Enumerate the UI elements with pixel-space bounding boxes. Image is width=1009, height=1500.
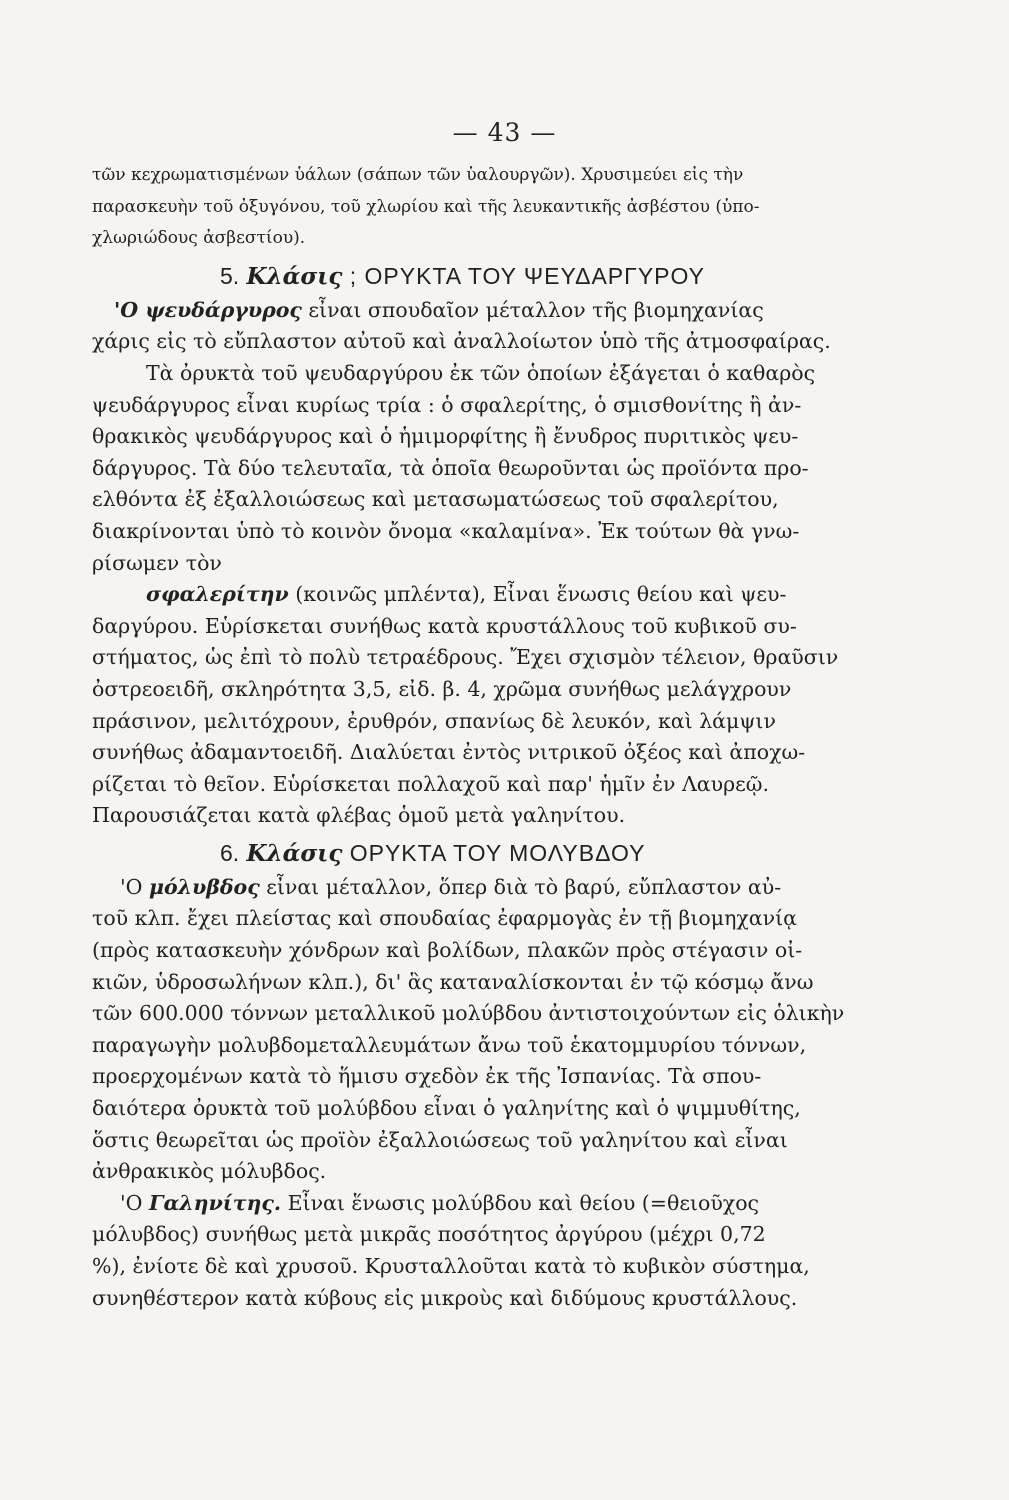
line-text: δαργύρου. Εὑρίσκεται συνήθως κατὰ κρυστάλλους τοῦ κυβικοῦ συ- [92,613,797,638]
text-line [92,548,882,580]
text-line [92,935,882,967]
text-line [92,1283,882,1315]
text-line [92,1156,882,1188]
text-line [92,1061,882,1093]
text-line [92,611,882,643]
line-text: στήματος, ὡς ἐπὶ τὸ πολὺ τετραέδρους. Ἔχει σχισμὸν τέλειον, θραῦσιν [92,645,839,670]
line-text: (πρὸς κατασκευὴν χόνδρων καὶ βολίδων, πλακῶν πρὸς στέγασιν οἰ- [92,938,803,963]
line-text: διακρίνονται ὑπὸ τὸ κοινὸν ὄνομα «καλαμίνα». Ἐκ τούτων θὰ γνω- [92,518,800,543]
text-line [92,642,882,674]
section-6-klasis: Κλάσις [246,839,343,867]
text-line [92,1219,882,1251]
line-text: συνηθέστερον κατὰ κύβους εἰς μικροὺς καὶ διδύμους κρυστάλλους. [92,1285,798,1310]
line-text: μόλυβδος) συνήθως μετὰ μικρᾶς ποσότητος ἀργύρου (μέχρι 0,72 [92,1222,766,1247]
line-text: τοῦ κλπ. ἔχει πλείστας καὶ σπουδαίας ἐφαρμογὰς ἐν τῇ βιομηχανίᾳ [92,906,797,931]
line-text: Τὰ ὀρυκτὰ τοῦ ψευδαργύρου ἐκ τῶν ὁποίων ἐξάγεται ὁ καθαρὸς [146,360,816,385]
section-5-number: 5. [220,262,240,289]
line-text: προερχομένων κατὰ τὸ ἥμισυ σχεδὸν ἐκ τῆς Ἰσπανίας. Τὰ σπου- [92,1064,762,1089]
section-6-heading [92,836,882,870]
emphasized-term: μόλυβδος [148,874,260,899]
section-6-body [92,872,882,1314]
text-line [92,800,882,832]
line-text: δαιότερα ὀρυκτὰ τοῦ μολύβδου εἶναι ὁ γαληνίτης καὶ ὁ ψιμμυθίτης, [92,1096,801,1121]
text-line [92,421,882,453]
intro-line: χλωριώδους ἀσβεστίου). [92,228,306,249]
text-line [92,1093,882,1125]
line-prefix: 'Ο [120,1190,149,1215]
line-text: ψευδάργυρος εἶναι κυρίως τρία : ὁ σφαλερίτης, ὁ σμισθονίτης ἢ ἀν- [92,392,802,417]
section-5-body [92,295,882,832]
text-line [92,674,882,706]
text-line [92,295,882,327]
line-text: πράσινον, μελιτόχρουν, ἐρυθρόν, σπανίως δὲ λευκόν, καὶ λάμψιν [92,708,776,733]
text-line [92,516,882,548]
page-body [92,160,882,1314]
line-prefix: 'Ο [120,874,149,899]
emphasized-term: σφαλερίτην [146,582,289,607]
intro-line: παρασκευὴν τοῦ ὀξυγόνου, τοῦ χλωρίου καὶ τῆς λευκαντικῆς ἀσβέστου (ὑπο- [92,196,760,217]
text-line [92,484,882,516]
emphasized-term: Γαληνίτης. [148,1190,282,1215]
text-line [92,706,882,738]
section-5-title: ; ΟΡΥΚΤΑ ΤΟΥ ΨΕΥΔΑΡΓΥΡΟΥ [349,262,705,289]
line-text: ελθόντα ἐξ ἐξαλλοιώσεως καὶ μετασωματώσεως τοῦ σφαλερίτου, [92,487,779,512]
text-line [92,1188,882,1220]
line-text: κιῶν, ὑδροσωλήνων κλπ.), δι' ἃς καταναλίσκονται ἐν τῷ κόσμῳ ἄνω [92,969,814,994]
intro-line: τῶν κεχρωματισμένων ὑάλων (σάπων τῶν ὑαλουργῶν). Χρυσιμεύει εἰς τὴν [92,165,744,185]
text-line [92,326,882,358]
section-6-number: 6. [220,839,240,866]
line-text: δάργυρος. Τὰ δύο τελευταῖα, τὰ ὁποῖα θεωροῦνται ὡς προϊόντα προ- [92,455,809,480]
line-text: χάρις εἰς τὸ εὔπλαστον αὐτοῦ καὶ ἀναλλοίωτον ὑπὸ τῆς ἀτμοσφαίρας. [92,329,831,354]
section-5-klasis: Κλάσις [246,262,343,290]
line-text: θρακικὸς ψευδάργυρος καὶ ὁ ἡμιμορφίτης ἢ ἔνυδρος πυριτικὸς ψευ- [92,424,799,449]
text-line [92,358,882,390]
text-line [92,453,882,485]
text-line [92,1030,882,1062]
line-text: ρίζεται τὸ θεῖον. Εὑρίσκεται πολλαχοῦ καὶ παρ' ἡμῖν ἐν Λαυρεῷ. [92,771,770,796]
text-line [92,903,882,935]
text-line [92,390,882,422]
line-text: ὀστρεοειδῆ, σκληρότητα 3,5, εἰδ. β. 4, χρῶμα συνήθως μελάγχρουν [92,676,792,701]
line-text: εἶναι σπουδαῖον μέταλλον τῆς βιομηχανίας [301,297,764,322]
text-line [92,769,882,801]
line-text: ὅστις θεωρεῖται ὡς προϊὸν ἐξαλλοιώσεως τοῦ γαληνίτου καὶ εἶναι [92,1127,788,1152]
line-text: συνήθως ἀδαμαντοειδῆ. Διαλύεται ἐντὸς νιτρικοῦ ὀξέος καὶ ἀποχω- [92,740,806,765]
text-line [92,579,882,611]
text-line [92,967,882,999]
page-number: — 43 — [452,118,557,147]
section-6-title: ΟΡΥΚΤΑ ΤΟΥ ΜΟΛΥΒΔΟΥ [349,839,646,866]
section-5-heading [92,259,882,293]
text-line [92,998,882,1030]
line-text: Εἶναι ἕνωσις μολύβδου καὶ θείου (=θειοῦχος [281,1190,760,1215]
line-text: παραγωγὴν μολυβδομεταλλευμάτων ἄνω τοῦ ἑκατομμυρίου τόννων, [92,1032,807,1057]
text-line [92,872,882,904]
text-line [92,1125,882,1157]
line-text: ρίσωμεν τὸν [92,550,222,575]
line-text: τῶν 600.000 τόννων μεταλλικοῦ μολύβδου ἀντιστοιχούντων εἰς ὁλικὴν [92,1001,845,1026]
line-text: Παρουσιάζεται κατὰ φλέβας ὁμοῦ μετὰ γαληνίτου. [92,803,626,828]
text-line [92,1251,882,1283]
line-text: εἶναι μέταλλον, ὅπερ διὰ τὸ βαρύ, εὔπλαστον αὐ- [259,874,782,899]
emphasized-term: 'Ο ψευδάργυρος [114,297,302,322]
line-text: %), ἐνίοτε δὲ καὶ χρυσοῦ. Κρυσταλλοῦται κατὰ τὸ κυβικὸν σύστημα, [92,1254,810,1278]
line-text: (κοινῶς μπλέντα), Εἶναι ἕνωσις θείου καὶ ψευ- [288,582,787,607]
line-text: ἀνθρακικὸς μόλυβδος. [92,1159,327,1184]
text-line [92,737,882,769]
